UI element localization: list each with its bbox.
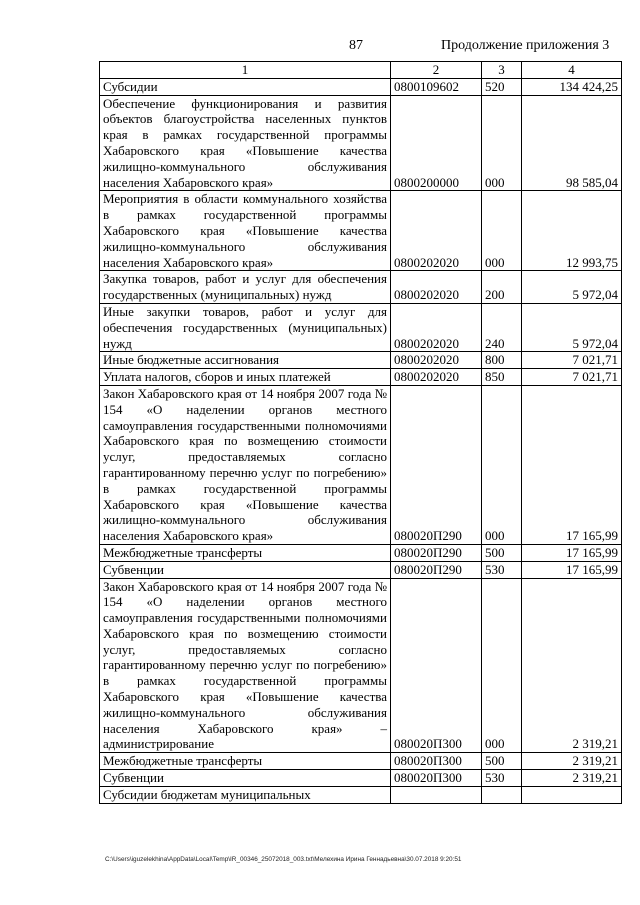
row-name-cell: Обеспечение функционирования и развития объектов благоустройства населенных пунктов края в рамках государственной программы Хабаровского края «Повышение качества жилищно-коммунального обслуживания населения Хабаровского края» [100, 95, 391, 191]
table-row [100, 770, 622, 787]
row-amount-cell: 7 021,71 [522, 369, 622, 386]
column-header: 3 [482, 62, 522, 79]
column-header: 4 [522, 62, 622, 79]
continuation-label: Продолжение приложения 3 [441, 38, 610, 53]
row-type-cell: 000 [482, 578, 522, 753]
row-amount-cell: 2 319,21 [522, 753, 622, 770]
table-header-row [100, 62, 622, 79]
row-name-cell: Субсидии бюджетам муниципальных [100, 786, 391, 803]
row-type-cell: 500 [482, 753, 522, 770]
row-code-cell [391, 786, 482, 803]
row-code-cell: 0800202020 [391, 303, 482, 351]
file-path-footer: C:\Users\iguzelekhina\AppData\Local\Temp\IR_00346_25072018_003.txt\Мелехина Ирина Геннадьевна\30.07.2018 9:20:51 [105, 856, 462, 863]
row-amount-cell: 2 319,21 [522, 770, 622, 787]
page-number: 87 [349, 38, 363, 53]
row-type-cell: 240 [482, 303, 522, 351]
row-name-cell: Закон Хабаровского края от 14 ноября 2007 года № 154 «О наделении органов местного самоуправления государственными полномочиями Хабаровского края по возмещению стоимости услуг, предоставляемых согласно гарантированному перечню услуг по погребению» в рамках государственной программы Хабаровского края «Повышение качества жилищно-коммунального обслуживания населения Хабаровского края» – администрирование [100, 578, 391, 753]
row-type-cell: 850 [482, 369, 522, 386]
row-code-cell: 0800200000 [391, 95, 482, 191]
row-name-cell: Межбюджетные трансферты [100, 753, 391, 770]
row-type-cell: 800 [482, 352, 522, 369]
row-code-cell: 080020П290 [391, 385, 482, 544]
row-type-cell: 200 [482, 271, 522, 304]
row-amount-cell: 17 165,99 [522, 544, 622, 561]
row-amount-cell: 5 972,04 [522, 271, 622, 304]
row-code-cell: 0800202020 [391, 369, 482, 386]
table-row [100, 191, 622, 271]
row-name-cell: Уплата налогов, сборов и иных платежей [100, 369, 391, 386]
table-row [100, 786, 622, 803]
row-name-cell: Субвенции [100, 561, 391, 578]
row-name-cell: Межбюджетные трансферты [100, 544, 391, 561]
table-row [100, 385, 622, 544]
row-name-cell: Закон Хабаровского края от 14 ноября 2007 года № 154 «О наделении органов местного самоуправления государственными полномочиями Хабаровского края по возмещению стоимости услуг, предоставляемых согласно гарантированному перечню услуг по погребению» в рамках государственной программы Хабаровского края «Повышение качества жилищно-коммунального обслуживания населения Хабаровского края» [100, 385, 391, 544]
row-name-cell: Иные бюджетные ассигнования [100, 352, 391, 369]
row-type-cell: 000 [482, 385, 522, 544]
row-code-cell: 080020П300 [391, 753, 482, 770]
row-name-cell: Закупка товаров, работ и услуг для обеспечения государственных (муниципальных) нужд [100, 271, 391, 304]
table-row [100, 544, 622, 561]
row-code-cell: 080020П290 [391, 561, 482, 578]
row-amount-cell: 7 021,71 [522, 352, 622, 369]
row-type-cell: 000 [482, 191, 522, 271]
row-amount-cell: 2 319,21 [522, 578, 622, 753]
row-amount-cell [522, 786, 622, 803]
row-type-cell: 000 [482, 95, 522, 191]
row-code-cell: 080020П300 [391, 578, 482, 753]
row-amount-cell: 98 585,04 [522, 95, 622, 191]
table-row [100, 78, 622, 95]
row-type-cell [482, 786, 522, 803]
row-type-cell: 530 [482, 561, 522, 578]
row-code-cell: 0800202020 [391, 352, 482, 369]
row-name-cell: Субвенции [100, 770, 391, 787]
table-row [100, 561, 622, 578]
table-row [100, 578, 622, 753]
row-amount-cell: 12 993,75 [522, 191, 622, 271]
row-code-cell: 080020П290 [391, 544, 482, 561]
table-row [100, 95, 622, 191]
row-code-cell: 0800109602 [391, 78, 482, 95]
row-type-cell: 500 [482, 544, 522, 561]
budget-table [99, 61, 622, 804]
table-row [100, 271, 622, 304]
row-name-cell: Субсидии [100, 78, 391, 95]
row-name-cell: Мероприятия в области коммунального хозяйства в рамках государственной программы Хабаровского края «Повышение качества жилищно-коммунального обслуживания населения Хабаровского края» [100, 191, 391, 271]
table-row [100, 369, 622, 386]
row-amount-cell: 17 165,99 [522, 561, 622, 578]
column-header: 2 [391, 62, 482, 79]
row-amount-cell: 5 972,04 [522, 303, 622, 351]
row-code-cell: 0800202020 [391, 191, 482, 271]
table-row [100, 352, 622, 369]
row-name-cell: Иные закупки товаров, работ и услуг для обеспечения государственных (муниципальных) нужд [100, 303, 391, 351]
column-header: 1 [100, 62, 391, 79]
row-type-cell: 520 [482, 78, 522, 95]
table-row [100, 753, 622, 770]
row-type-cell: 530 [482, 770, 522, 787]
row-code-cell: 080020П300 [391, 770, 482, 787]
row-code-cell: 0800202020 [391, 271, 482, 304]
row-amount-cell: 134 424,25 [522, 78, 622, 95]
row-amount-cell: 17 165,99 [522, 385, 622, 544]
table-row [100, 303, 622, 351]
